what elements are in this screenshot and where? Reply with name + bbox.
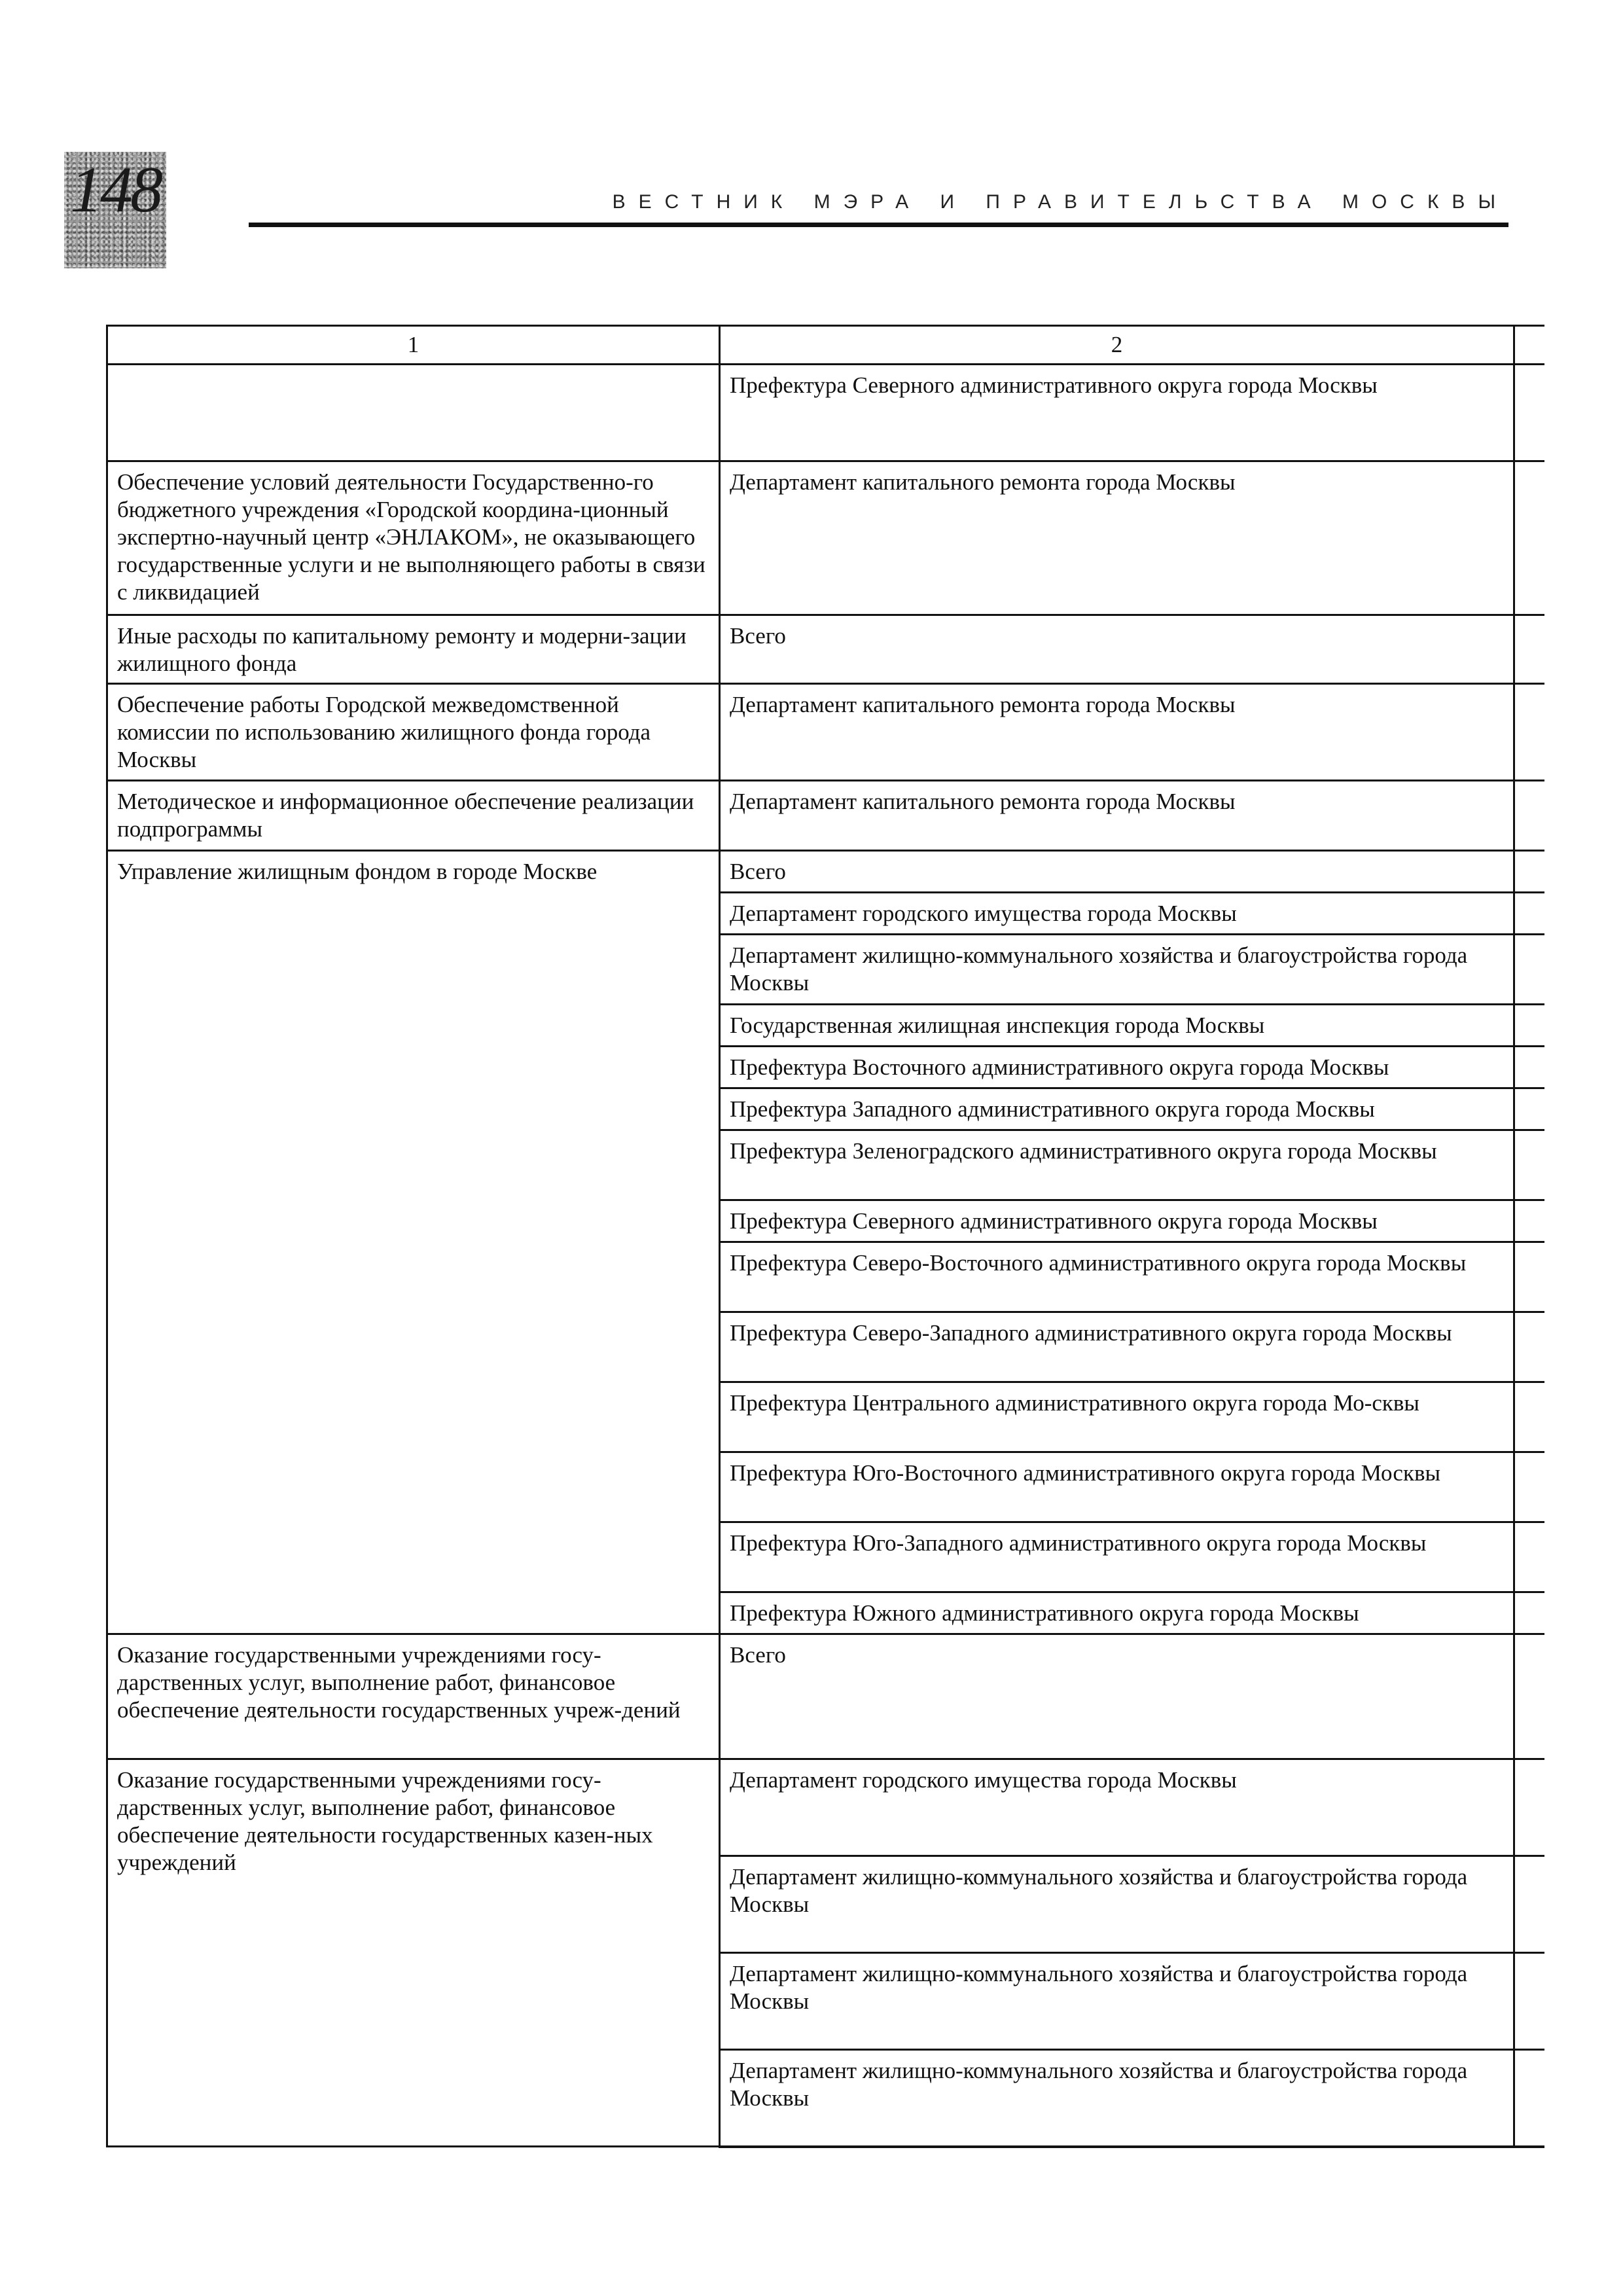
row-value-cell <box>1514 1242 1544 1312</box>
column-header-2: 2 <box>720 326 1514 365</box>
column-header-3 <box>1514 326 1544 365</box>
row-value-cell <box>1514 1856 1544 1953</box>
row-value-cell <box>1514 781 1544 851</box>
row-department-cell: Департамент жилищно-коммунального хозяйства и благоустройства города Москвы <box>720 935 1514 1005</box>
table-row <box>107 851 1544 893</box>
table-row <box>107 615 1544 684</box>
row-value-cell <box>1514 365 1544 461</box>
row-value-cell <box>1514 1088 1544 1130</box>
row-activity-cell: Оказание государственными учреждениями госу-дарственных услуг, выполнение работ, финансовое обеспечение деятельности государственных учреж-дений <box>107 1634 720 1759</box>
journal-title: ВЕСТНИК МЭРА И ПРАВИТЕЛЬСТВА МОСКВЫ <box>612 191 1508 213</box>
row-department-cell: Департамент жилищно-коммунального хозяйства и благоустройства города Москвы <box>720 1953 1514 2050</box>
row-department-cell: Департамент капитального ремонта города Москвы <box>720 781 1514 851</box>
row-activity-cell: Обеспечение работы Городской межведомственной комиссии по использованию жилищного фонда города Москвы <box>107 684 720 781</box>
row-department-cell: Префектура Юго-Восточного административного округа города Москвы <box>720 1452 1514 1522</box>
row-activity-cell: Управление жилищным фондом в городе Москве <box>107 851 720 1634</box>
table-row <box>107 684 1544 781</box>
row-department-cell: Департамент городского имущества города Москвы <box>720 893 1514 935</box>
row-activity-cell: Методическое и информационное обеспечение реализации подпрограммы <box>107 781 720 851</box>
row-activity-cell <box>107 365 720 461</box>
row-value-cell <box>1514 1047 1544 1088</box>
row-department-cell: Всего <box>720 851 1514 893</box>
row-value-cell <box>1514 1759 1544 1856</box>
row-value-cell <box>1514 461 1544 615</box>
row-department-cell: Всего <box>720 1634 1514 1759</box>
row-department-cell: Префектура Северного административного округа города Москвы <box>720 365 1514 461</box>
row-department-cell: Департамент жилищно-коммунального хозяйства и благоустройства города Москвы <box>720 1856 1514 1953</box>
row-value-cell <box>1514 1452 1544 1522</box>
row-department-cell: Префектура Северо-Восточного административного округа города Москвы <box>720 1242 1514 1312</box>
row-department-cell: Префектура Западного административного округа города Москвы <box>720 1088 1514 1130</box>
table-header-row <box>107 326 1544 365</box>
row-value-cell <box>1514 893 1544 935</box>
row-activity-cell: Обеспечение условий деятельности Государственно-го бюджетного учреждения «Городской координа-ционный экспертно-научный центр «ЭНЛАКОМ», не оказывающего государственные услуги и не выполняющего работы в связи с ликвидацией <box>107 461 720 615</box>
row-department-cell: Префектура Центрального административного округа города Мо-сквы <box>720 1382 1514 1452</box>
row-value-cell <box>1514 1130 1544 1200</box>
page-number-block <box>64 152 166 268</box>
row-value-cell <box>1514 1592 1544 1634</box>
table-row <box>107 461 1544 615</box>
row-value-cell <box>1514 851 1544 893</box>
column-header-1: 1 <box>107 326 720 365</box>
row-value-cell <box>1514 1200 1544 1242</box>
row-value-cell <box>1514 1005 1544 1047</box>
row-department-cell: Префектура Зеленоградского административного округа города Москвы <box>720 1130 1514 1200</box>
row-value-cell <box>1514 1953 1544 2050</box>
row-department-cell: Префектура Юго-Западного административного округа города Москвы <box>720 1522 1514 1592</box>
row-department-cell: Департамент капитального ремонта города Москвы <box>720 461 1514 615</box>
table-row <box>107 781 1544 851</box>
row-value-cell <box>1514 935 1544 1005</box>
row-department-cell: Департамент городского имущества города Москвы <box>720 1759 1514 1856</box>
row-department-cell: Департамент капитального ремонта города Москвы <box>720 684 1514 781</box>
row-value-cell <box>1514 1522 1544 1592</box>
row-value-cell <box>1514 615 1544 684</box>
row-value-cell <box>1514 684 1544 781</box>
row-department-cell: Префектура Восточного административного округа города Москвы <box>720 1047 1514 1088</box>
table-row <box>107 1759 1544 1856</box>
row-activity-cell: Иные расходы по капитальному ремонту и модерни-зации жилищного фонда <box>107 615 720 684</box>
row-department-cell: Префектура Южного административного округа города Москвы <box>720 1592 1514 1634</box>
row-department-cell: Префектура Северо-Западного административного округа города Москвы <box>720 1312 1514 1382</box>
page-number: 148 <box>70 153 160 226</box>
row-department-cell: Департамент жилищно-коммунального хозяйства и благоустройства города Москвы <box>720 2050 1514 2147</box>
row-value-cell <box>1514 1382 1544 1452</box>
row-value-cell <box>1514 1312 1544 1382</box>
table-row <box>107 1634 1544 1759</box>
row-department-cell: Префектура Северного административного округа города Москвы <box>720 1200 1514 1242</box>
budget-table <box>106 325 1544 2148</box>
row-department-cell: Всего <box>720 615 1514 684</box>
table-row <box>107 365 1544 461</box>
row-activity-cell: Оказание государственными учреждениями госу-дарственных услуг, выполнение работ, финансовое обеспечение деятельности государственных казен-ных учреждений <box>107 1759 720 2147</box>
row-value-cell <box>1514 1634 1544 1759</box>
row-department-cell: Государственная жилищная инспекция города Москвы <box>720 1005 1514 1047</box>
header-rule <box>249 223 1508 227</box>
row-value-cell <box>1514 2050 1544 2147</box>
